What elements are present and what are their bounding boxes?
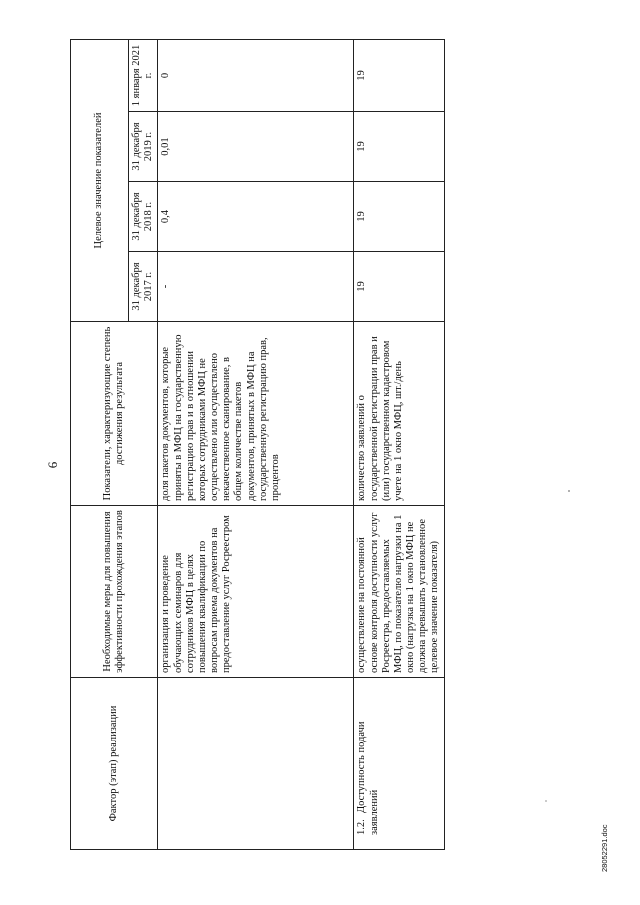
factor-cell (354, 678, 444, 850)
value-2018: 0,4 (158, 182, 354, 252)
header-target-values: Целевое значение показателей (71, 39, 129, 321)
value-2021: 19 (354, 39, 444, 111)
factor-cell (158, 678, 354, 850)
measure-cell: организация и проведение обучающих семинаров для сотрудников МФЦ в целях повышения квалификации по вопросам приема документов на предоставление услуг Росреестром (158, 506, 354, 678)
value-2017: - (158, 252, 354, 322)
table-row (158, 39, 354, 849)
value-2017: 19 (354, 252, 444, 322)
document-code: 28052291.doc (600, 824, 609, 872)
factor-label: Доступность подачи заявлений (356, 721, 380, 835)
header-year-2019: 31 декабря 2019 г. (129, 112, 158, 182)
page-number: 6 (45, 461, 60, 469)
value-2018: 19 (354, 182, 444, 252)
header-measures: Необходимые меры для повышения эффективности прохождения этапов (71, 506, 158, 678)
measure-cell: осуществление на постоянной основе контроля доступности услуг Росреестра, предоставляемых МФЦ, по показателю нагрузки на 1 окно (нагрузка на 1 окно МФЦ не должна превышать установленное целевое значение показателя) (354, 506, 444, 678)
value-2021: 0 (158, 39, 354, 111)
indicator-cell: количество заявлений о государственной регистрации прав и (или) государственном кадастровом учете на 1 окно МФЦ, шт./день (354, 322, 444, 506)
table-row (354, 39, 444, 849)
header-year-2021: 1 января 2021 г. (129, 39, 158, 111)
target-indicators-table (70, 39, 445, 850)
header-year-2018: 31 декабря 2018 г. (129, 182, 158, 252)
rotated-table-container (70, 40, 590, 850)
value-2019: 0,01 (158, 112, 354, 182)
header-indicators: Показатели, характеризующие степень достижения результата (71, 322, 158, 506)
value-2019: 19 (354, 112, 444, 182)
header-factor: Фактор (этап) реализации (71, 678, 158, 850)
row-number: 1.2. (356, 819, 368, 835)
indicator-cell: доля пакетов документов, которые приняты в МФЦ на государственную регистрацию прав и в отношении которых сотрудниками МФЦ не осуществлено или осуществлено некачественное сканирование, в общем количестве пакетов документов, принятых в МФЦ на государственную регистрацию прав, процентов (158, 322, 354, 506)
header-year-2017: 31 декабря 2017 г. (129, 252, 158, 322)
